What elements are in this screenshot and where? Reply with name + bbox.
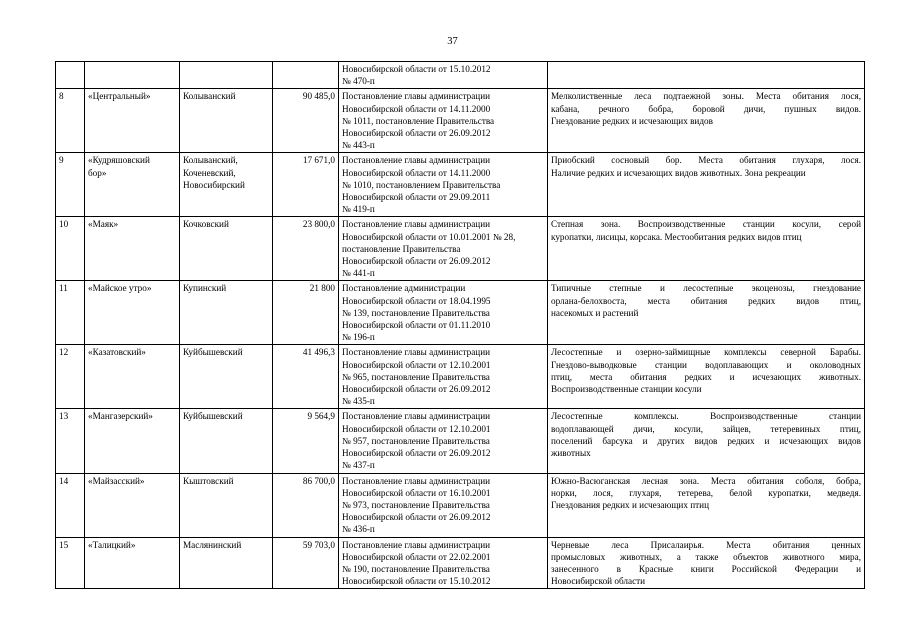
- cell-description: [548, 153, 865, 217]
- cell-district-line: Колыванский,: [183, 155, 238, 166]
- cell-reserve-name: [85, 89, 180, 153]
- cell-district-line: Новосибирский: [183, 179, 245, 190]
- cell-description-line: Гнездово-выводковые станции водоплавающих и околоводных: [551, 359, 861, 370]
- cell-document-line: № 139, постановление Правительства: [342, 307, 490, 318]
- cell-district: [180, 537, 273, 589]
- cell-number: [56, 62, 85, 89]
- cell-document-line: Новосибирской области от 26.09.2012: [342, 512, 491, 523]
- cell-reserve-name-line: «Маяк»: [88, 219, 119, 230]
- cell-document-line: Постановление администрации: [342, 283, 466, 294]
- cell-reserve-name: [85, 153, 180, 217]
- cell-description: [548, 473, 865, 537]
- cell-description: [548, 537, 865, 589]
- cell-description-line: насекомых и растений: [551, 307, 639, 318]
- cell-document-line: Постановление главы администрации: [342, 411, 491, 422]
- cell-description-line: Гнездования редких и исчезающих птиц: [551, 499, 709, 510]
- cell-document: [339, 62, 548, 89]
- cell-area-text: 59 703,0: [302, 539, 335, 550]
- cell-area: [273, 345, 339, 409]
- cell-district-line: Куйбышевский: [183, 347, 243, 358]
- cell-district-line: Кочковский: [183, 219, 229, 230]
- cell-description-line: Степная зона. Воспроизводственные станции косули, серой: [551, 219, 861, 230]
- cell-area-text: 9 564,9: [307, 411, 335, 422]
- cell-document: [339, 281, 548, 345]
- cell-number-text: 12: [59, 347, 69, 358]
- cell-number: [56, 281, 85, 345]
- cell-district-line: Купинский: [183, 283, 227, 294]
- cell-reserve-name: [85, 345, 180, 409]
- cell-document-line: № 436-п: [342, 524, 375, 535]
- cell-document-line: Новосибирской области от 15.10.2012: [342, 576, 491, 587]
- cell-district: [180, 473, 273, 537]
- cell-area-text: 23 800,0: [302, 219, 335, 230]
- cell-document-line: Новосибирской области от 26.09.2012: [342, 256, 491, 267]
- cell-area: [273, 89, 339, 153]
- cell-district: [180, 89, 273, 153]
- cell-document-line: Новосибирской области от 16.10.2001: [342, 487, 491, 498]
- cell-area: [273, 153, 339, 217]
- cell-document-line: № 973, постановление Правительства: [342, 499, 490, 510]
- cell-district: [180, 153, 273, 217]
- cell-area-text: 86 700,0: [302, 475, 335, 486]
- cell-document: [339, 345, 548, 409]
- cell-number-text: 11: [59, 283, 68, 294]
- table-row: [56, 473, 865, 537]
- cell-description-line: орлана-белохвоста, места обитания редких видов птиц,: [551, 295, 861, 306]
- cell-reserve-name-line: бор»: [88, 167, 107, 178]
- cell-district-line: Кыштовский: [183, 475, 234, 486]
- page-number: 37: [447, 36, 458, 47]
- cell-document-line: № 190, постановление Правительства: [342, 563, 490, 574]
- table-row: [56, 89, 865, 153]
- cell-document-line: Постановление главы администрации: [342, 347, 491, 358]
- cell-reserve-name-line: «Мангазерский»: [88, 411, 153, 422]
- cell-district-line: Маслянинский: [183, 539, 242, 550]
- cell-district: [180, 62, 273, 89]
- cell-reserve-name-line: «Казатовский»: [88, 347, 146, 358]
- cell-description: [548, 62, 865, 89]
- cell-reserve-name-line: «Майзасский»: [88, 475, 145, 486]
- cell-reserve-name-line: «Кудряшовский: [88, 155, 150, 166]
- cell-description-line: Лесостепные и озерно-займищные комплексы северной Барабы.: [551, 347, 861, 358]
- cell-document-line: Новосибирской области от 29.09.2011: [342, 192, 491, 203]
- cell-number-text: 14: [59, 475, 69, 486]
- cell-description-line: Наличие редких и исчезающих видов животных. Зона рекреации: [551, 167, 806, 178]
- cell-description-line: поселений барсука и других видов редких и исчезающих видов: [551, 435, 861, 446]
- cell-document-line: Новосибирской области от 01.11.2010: [342, 320, 491, 331]
- cell-description: [548, 217, 865, 281]
- cell-document: [339, 217, 548, 281]
- cell-reserve-name: [85, 537, 180, 589]
- cell-description-line: норки, лося, глухаря, тетерева, белой куропатки, медведя.: [551, 487, 861, 498]
- table-row: [56, 537, 865, 589]
- cell-document: [339, 153, 548, 217]
- cell-reserve-name: [85, 217, 180, 281]
- cell-document-line: № 419-п: [342, 204, 375, 215]
- cell-document-line: Новосибирской области от 26.09.2012: [342, 448, 491, 459]
- cell-description-line: Лесостепные комплексы. Воспроизводственные станции: [551, 411, 861, 422]
- cell-document-line: Новосибирской области от 18.04.1995: [342, 295, 491, 306]
- cell-document-line: № 443-п: [342, 140, 375, 151]
- cell-reserve-name-line: «Талицкий»: [88, 539, 136, 550]
- table-row: [56, 217, 865, 281]
- cell-reserve-name: [85, 473, 180, 537]
- cell-document-line: № 470-п: [342, 76, 375, 87]
- cell-description-line: занесенного в Красные книги Российской Федерации и: [551, 563, 861, 574]
- cell-district: [180, 281, 273, 345]
- cell-document-line: № 957, постановление Правительства: [342, 435, 490, 446]
- cell-description-line: Южно-Васюганская лесная зона. Места обитания соболя, бобра,: [551, 475, 861, 486]
- table-row: [56, 409, 865, 473]
- cell-area-text: 21 800: [309, 283, 335, 294]
- table-row: [56, 345, 865, 409]
- cell-document-line: № 441-п: [342, 268, 375, 279]
- cell-description-line: кабана, речного бобра, боровой дичи, пушных видов.: [551, 103, 861, 114]
- table-row: [56, 153, 865, 217]
- cell-district: [180, 409, 273, 473]
- cell-description-line: Новосибирской области: [551, 576, 646, 587]
- cell-number-text: 10: [59, 219, 69, 230]
- cell-document-line: постановление Правительства: [342, 243, 461, 254]
- cell-document-line: № 435-п: [342, 396, 375, 407]
- table-row: [56, 62, 865, 89]
- cell-document-line: № 965, постановление Правительства: [342, 371, 490, 382]
- cell-reserve-name: [85, 62, 180, 89]
- cell-document-line: Постановление главы администрации: [342, 539, 491, 550]
- cell-district-line: Коченевский,: [183, 167, 236, 178]
- cell-area: [273, 62, 339, 89]
- cell-document-line: Постановление главы администрации: [342, 155, 491, 166]
- cell-document-line: № 196-п: [342, 332, 375, 343]
- cell-document-line: Новосибирской области от 14.11.2000: [342, 103, 491, 114]
- cell-reserve-name: [85, 409, 180, 473]
- cell-area: [273, 409, 339, 473]
- cell-area-text: 41 496,3: [302, 347, 335, 358]
- table-row: [56, 281, 865, 345]
- cell-document: [339, 473, 548, 537]
- cell-description-line: животных: [551, 448, 591, 459]
- cell-number: [56, 345, 85, 409]
- cell-document-line: Новосибирской области от 26.09.2012: [342, 128, 491, 139]
- cell-document-line: № 437-п: [342, 460, 375, 471]
- cell-document-line: Новосибирской области от 10.01.2001 № 28,: [342, 231, 516, 242]
- cell-document-line: Постановление главы администрации: [342, 91, 491, 102]
- cell-number: [56, 89, 85, 153]
- cell-number-text: 9: [59, 155, 64, 166]
- cell-description-line: птиц, места обитания редких и исчезающих животных.: [551, 371, 861, 382]
- table-body: [56, 62, 865, 589]
- cell-number-text: 13: [59, 411, 69, 422]
- cell-reserve-name: [85, 281, 180, 345]
- cell-number: [56, 473, 85, 537]
- cell-document: [339, 89, 548, 153]
- cell-description-line: Воспроизводственные станции косули: [551, 384, 702, 395]
- cell-document-line: № 1010, постановлением Правительства: [342, 179, 501, 190]
- cell-district-line: Колыванский: [183, 91, 236, 102]
- cell-reserve-name-line: «Центральный»: [88, 91, 151, 102]
- cell-document-line: Новосибирской области от 14.11.2000: [342, 167, 491, 178]
- cell-district: [180, 217, 273, 281]
- cell-area: [273, 473, 339, 537]
- cell-area: [273, 281, 339, 345]
- cell-description: [548, 89, 865, 153]
- cell-document-line: Новосибирской области от 22.02.2001: [342, 551, 491, 562]
- cell-area-text: 90 485,0: [302, 91, 335, 102]
- cell-description: [548, 345, 865, 409]
- cell-document-line: Постановление главы администрации: [342, 475, 491, 486]
- cell-description-line: Приобский сосновый бор. Места обитания глухаря, лося.: [551, 155, 861, 166]
- cell-description-line: Черневые леса Присалаирья. Места обитания ценных: [551, 539, 861, 550]
- cell-description-line: Типичные степные и лесостепные экоценозы, гнездование: [551, 283, 861, 294]
- cell-description-line: водоплавающей дичи, косули, зайцев, тетеревиных птиц,: [551, 423, 861, 434]
- cell-area: [273, 217, 339, 281]
- cell-number-text: 8: [59, 91, 64, 102]
- cell-description: [548, 409, 865, 473]
- cell-reserve-name-line: «Майское утро»: [88, 283, 152, 294]
- cell-description-line: промысловых животных, а также объектов животного мира,: [551, 551, 861, 562]
- cell-document-line: Постановление главы администрации: [342, 219, 491, 230]
- cell-number: [56, 537, 85, 589]
- cell-description-line: куропатки, лисицы, корсака. Местообитания редких видов птиц: [551, 231, 802, 242]
- reserves-table: [55, 61, 865, 589]
- cell-document-line: Новосибирской области от 12.10.2001: [342, 359, 491, 370]
- cell-description: [548, 281, 865, 345]
- cell-number: [56, 409, 85, 473]
- cell-area-text: 17 671,0: [302, 155, 335, 166]
- cell-document-line: Новосибирской области от 12.10.2001: [342, 423, 491, 434]
- cell-document-line: № 1011, постановление Правительства: [342, 115, 495, 126]
- cell-number: [56, 217, 85, 281]
- cell-document-line: Новосибирской области от 26.09.2012: [342, 384, 491, 395]
- cell-document: [339, 409, 548, 473]
- cell-district-line: Куйбышевский: [183, 411, 243, 422]
- cell-description-line: Гнездование редких и исчезающих видов: [551, 115, 713, 126]
- cell-area: [273, 537, 339, 589]
- cell-description-line: Мелколиственные леса подтаежной зоны. Места обитания лося,: [551, 91, 861, 102]
- cell-number-text: 15: [59, 539, 69, 550]
- cell-document: [339, 537, 548, 589]
- cell-document-line: Новосибирской области от 15.10.2012: [342, 64, 491, 74]
- cell-number: [56, 153, 85, 217]
- cell-district: [180, 345, 273, 409]
